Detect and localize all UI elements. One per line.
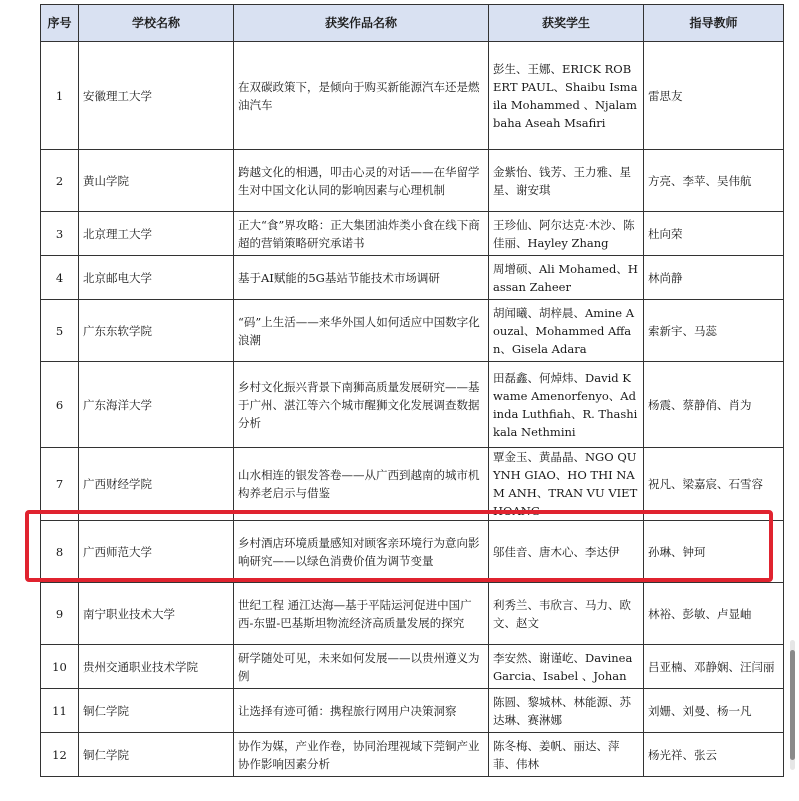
row-num: 9 <box>41 583 79 645</box>
row-school: 铜仁学院 <box>79 689 234 733</box>
row-work: 让选择有迹可循：携程旅行网用户决策洞察 <box>234 689 489 733</box>
row-students: 陈圆、黎城林、林能源、苏达琳、赛淋娜 <box>489 689 644 733</box>
table-row-highlighted <box>41 521 784 583</box>
table-row <box>41 212 784 256</box>
row-work: 世纪工程 通江达海—基于平陆运河促进中国广西-东盟-巴基斯坦物流经济高质量发展的探究 <box>234 583 489 645</box>
row-num: 3 <box>41 212 79 256</box>
row-students: 陈冬梅、姜帆、丽达、萍菲、伟林 <box>489 733 644 777</box>
table-row <box>41 362 784 448</box>
row-teacher: 孙琳、钟珂 <box>644 521 784 583</box>
row-school: 北京理工大学 <box>79 212 234 256</box>
row-num: 12 <box>41 733 79 777</box>
row-school: 南宁职业技术大学 <box>79 583 234 645</box>
row-work: 乡村文化振兴背景下南狮高质量发展研究——基于广州、湛江等六个城市醒狮文化发展调查数据分析 <box>234 362 489 448</box>
row-school: 广东海洋大学 <box>79 362 234 448</box>
row-num: 2 <box>41 150 79 212</box>
header-work: 获奖作品名称 <box>234 5 489 42</box>
row-num: 4 <box>41 256 79 300</box>
header-teacher: 指导教师 <box>644 5 784 42</box>
row-students: 覃金玉、黄晶晶、NGO QUYNH GIAO、HO THI NAM ANH、TRAN VU VIET HOANG <box>489 448 644 521</box>
scrollbar-thumb[interactable] <box>790 650 795 760</box>
row-teacher: 林尚静 <box>644 256 784 300</box>
row-work: “码”上生活——来华外国人如何适应中国数字化浪潮 <box>234 300 489 362</box>
row-num: 8 <box>41 521 79 583</box>
row-teacher: 索新宇、马蕊 <box>644 300 784 362</box>
row-work: 研学随处可见，未来如何发展——以贵州遵义为例 <box>234 645 489 689</box>
awards-table <box>40 4 784 777</box>
row-teacher: 杜向荣 <box>644 212 784 256</box>
row-num: 11 <box>41 689 79 733</box>
table-row <box>41 42 784 150</box>
row-teacher: 刘姗、刘曼、杨一凡 <box>644 689 784 733</box>
row-students: 邬佳音、唐木心、李达伊 <box>489 521 644 583</box>
row-students: 金紫怡、钱芳、王力雅、星星、谢安琪 <box>489 150 644 212</box>
row-students: 利秀兰、韦欣言、马力、欧文、赵文 <box>489 583 644 645</box>
row-work: 山水相连的银发答卷——从广西到越南的城市机构养老启示与借鉴 <box>234 448 489 521</box>
row-students: 田磊鑫、何焯炜、David Kwame Amenorfenyo、Adinda Luthfiah、R. Thashikala Nethmini <box>489 362 644 448</box>
row-work: 跨越文化的相遇，叩击心灵的对话——在华留学生对中国文化认同的影响因素与心理机制 <box>234 150 489 212</box>
row-work: 乡村酒店环境质量感知对顾客亲环境行为意向影响研究——以绿色消费价值为调节变量 <box>234 521 489 583</box>
row-school: 铜仁学院 <box>79 733 234 777</box>
row-teacher: 林裕、彭敏、卢显岫 <box>644 583 784 645</box>
row-work: 协作为媒，产业作卷，协同治理视域下莞铜产业协作影响因素分析 <box>234 733 489 777</box>
table-row <box>41 645 784 689</box>
row-num: 10 <box>41 645 79 689</box>
row-work: 基于AI赋能的5G基站节能技术市场调研 <box>234 256 489 300</box>
row-school: 广东东软学院 <box>79 300 234 362</box>
row-teacher: 祝凡、梁嘉宸、石雪容 <box>644 448 784 521</box>
row-school: 北京邮电大学 <box>79 256 234 300</box>
table-row <box>41 300 784 362</box>
header-school: 学校名称 <box>79 5 234 42</box>
header-students: 获奖学生 <box>489 5 644 42</box>
header-num: 序号 <box>41 5 79 42</box>
row-students: 胡闻曦、胡梓晨、Amine Aouzal、Mohammed Affan、Gisela Adara <box>489 300 644 362</box>
row-school: 黄山学院 <box>79 150 234 212</box>
row-num: 5 <box>41 300 79 362</box>
table-row <box>41 583 784 645</box>
row-work: 正大“食”界攻略：正大集团油炸类小食在线下商超的营销策略研究承诺书 <box>234 212 489 256</box>
row-teacher: 雷思友 <box>644 42 784 150</box>
row-num: 6 <box>41 362 79 448</box>
row-school: 广西师范大学 <box>79 521 234 583</box>
table-row <box>41 150 784 212</box>
row-students: 彭生、王娜、ERICK ROBERT PAUL、Shaibu Ismaila Mohammed 、Njalambaha Aseah Msafiri <box>489 42 644 150</box>
row-teacher: 杨震、蔡静俏、肖为 <box>644 362 784 448</box>
row-work: 在双碳政策下，是倾向于购买新能源汽车还是燃油汽车 <box>234 42 489 150</box>
table-header-row <box>41 5 784 42</box>
row-teacher: 杨光祥、张云 <box>644 733 784 777</box>
row-students: 李安然、谢谨屹、Davinea Garcia、Isabel 、Johan <box>489 645 644 689</box>
row-students: 周增硕、Ali Mohamed、Hassan Zaheer <box>489 256 644 300</box>
row-num: 7 <box>41 448 79 521</box>
row-num: 1 <box>41 42 79 150</box>
row-teacher: 方亮、李苹、吴伟航 <box>644 150 784 212</box>
row-school: 贵州交通职业技术学院 <box>79 645 234 689</box>
table-row <box>41 448 784 521</box>
row-school: 安徽理工大学 <box>79 42 234 150</box>
table-row <box>41 733 784 777</box>
row-students: 王珍仙、阿尔达克·木沙、陈佳丽、Hayley Zhang <box>489 212 644 256</box>
row-school: 广西财经学院 <box>79 448 234 521</box>
table-row <box>41 689 784 733</box>
table-row <box>41 256 784 300</box>
row-teacher: 吕亚楠、邓静娴、汪闫丽 <box>644 645 784 689</box>
